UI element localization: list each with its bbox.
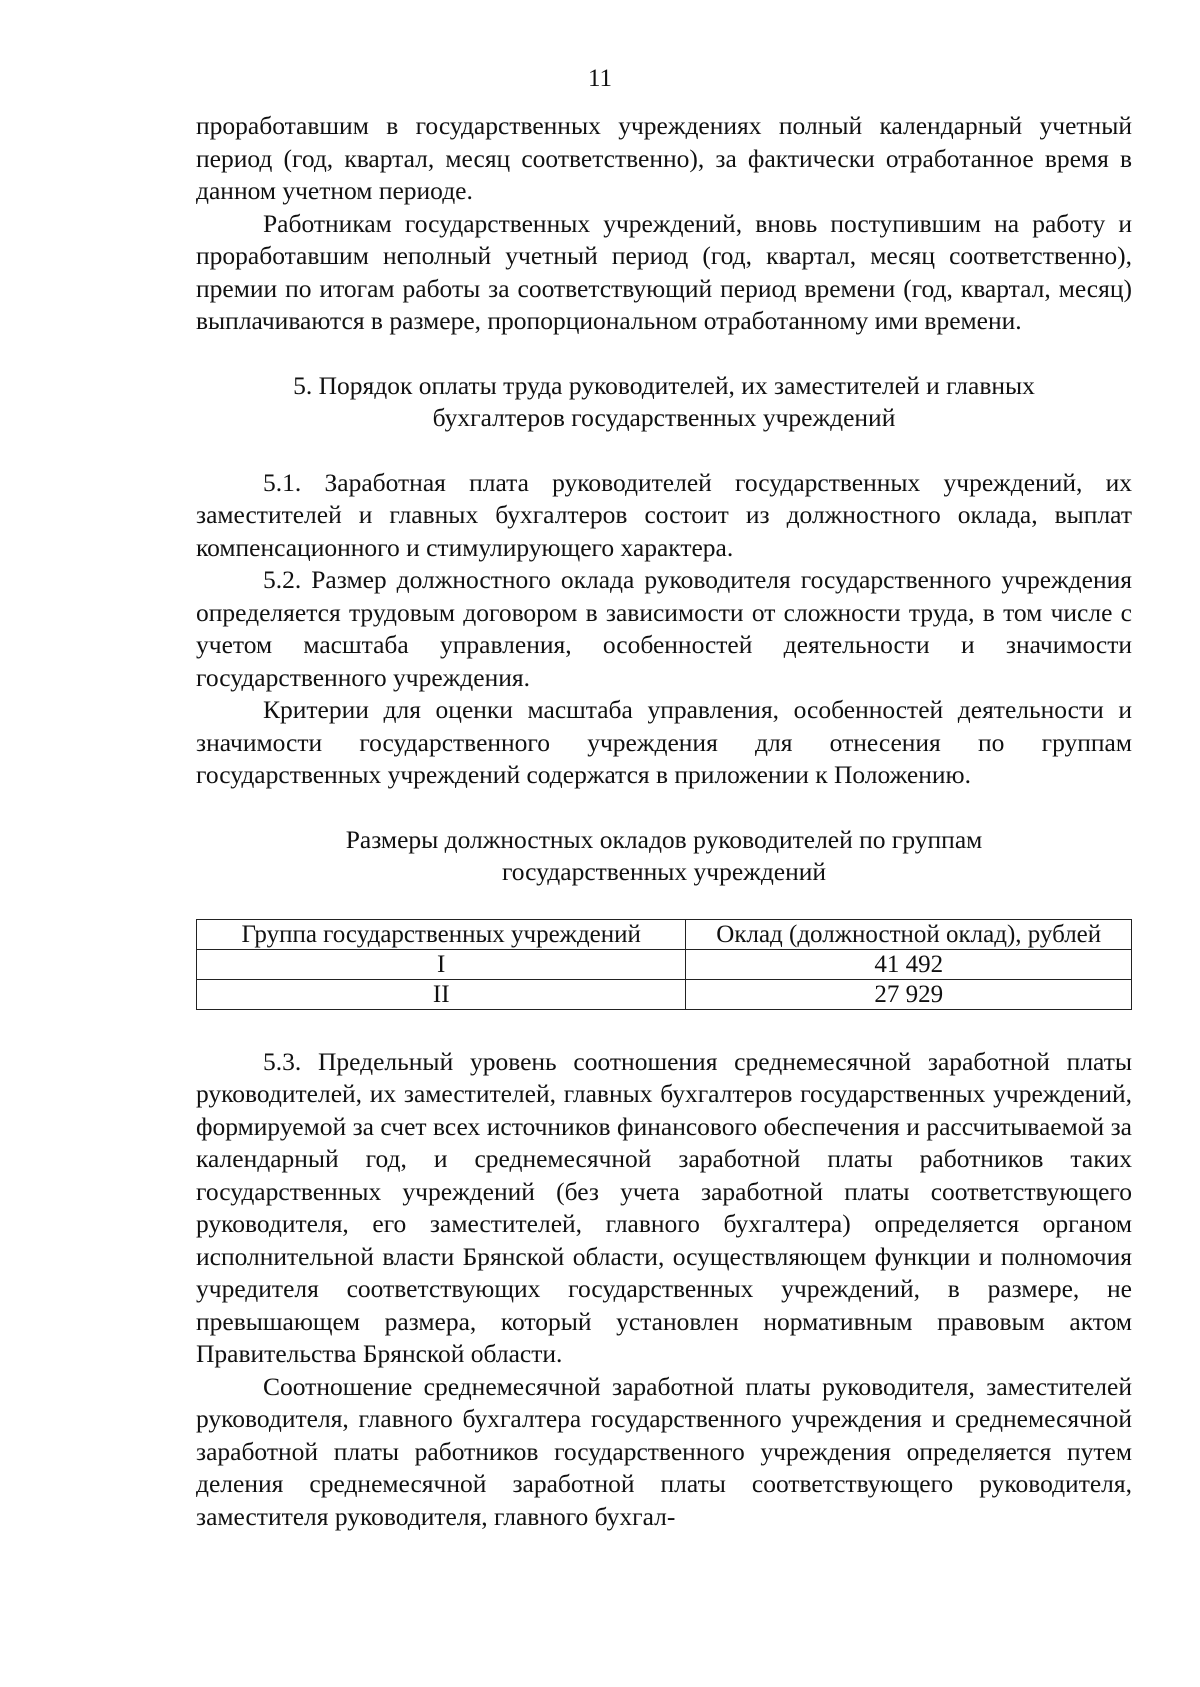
table-title-line-2: государственных учреждений: [501, 857, 827, 886]
section-5-heading: [196, 370, 1132, 435]
paragraph-5-2: 5.2. Размер должностного оклада руководителя государственного учреждения определяется трудовым договором в зависимости от сложности труда, в том числе с учетом масштаба управления, особенностей деятельности и значимости государственного учреждения.: [196, 565, 1132, 692]
spacer: [196, 792, 1132, 824]
table-header-row: [197, 919, 1132, 949]
paragraph-new-employees-bonus: Работникам государственных учреждений, вновь поступившим на работу и проработавшим неполный учетный период (год, квартал, месяц соответственно), премии по итогам работы за соответствующий период времени (год, квартал, месяц) выплачиваются в размере, пропорциональном отработанному ими времени.: [196, 208, 1132, 335]
spacer: [196, 1010, 1132, 1046]
section-heading-line-2: бухгалтеров государственных учреждений: [432, 403, 896, 432]
paragraph-continued: проработавшим в государственных учреждениях полный календарный учетный период (год, квартал, месяц соответственно), за фактически отработанное время в данном учетном периоде.: [196, 111, 1132, 205]
paragraph-ratio: Соотношение среднемесячной заработной платы руководителя, заместителей руководителя, главного бухгалтера государственного учреждения и среднемесячной заработной платы работников государственного учреждения определяется путем деления среднемесячной заработной платы соответствующего руководителя, заместителя руководителя, главного бухгал-: [196, 1371, 1132, 1531]
paragraph-criteria: Критерии для оценки масштаба управления, особенностей деятельности и значимости государственного учреждения для отнесения по группам государственных учреждений содержатся в приложении к Положению.: [196, 695, 1132, 789]
table-cell-salary: 41 492: [686, 949, 1132, 979]
salary-table-title: [196, 824, 1132, 889]
table-header-cell: Оклад (должностной оклад), рублей: [686, 919, 1132, 949]
spacer: [196, 889, 1132, 919]
table-row: [197, 979, 1132, 1009]
section-heading-line-1: 5. Порядок оплаты труда руководителей, их заместителей и главных: [293, 370, 1035, 400]
table-cell-group: I: [197, 949, 686, 979]
table-cell-group: II: [197, 979, 686, 1009]
table-header-cell: Группа государственных учреждений: [197, 919, 686, 949]
spacer: [196, 435, 1132, 467]
spacer: [196, 338, 1132, 370]
page-number: 11: [587, 65, 613, 92]
table-title-line-1: Размеры должностных окладов руководителей по группам: [345, 824, 983, 854]
table-cell-salary: 27 929: [686, 979, 1132, 1009]
salary-table: [196, 919, 1132, 1010]
paragraph-5-1: 5.1. Заработная плата руководителей государственных учреждений, их заместителей и главных бухгалтеров состоит из должностного оклада, выплат компенсационного и стимулирующего характера.: [196, 467, 1132, 562]
table-row: [197, 949, 1132, 979]
paragraph-5-3: 5.3. Предельный уровень соотношения среднемесячной заработной платы руководителей, их заместителей, главных бухгалтеров государственных учреждений, формируемой за счет всех источников финансового обеспечения и рассчитываемой за календарный год, и среднемесячной заработной платы работников таких государственных учреждений (без учета заработной платы соответствующего руководителя, его заместителей, главного бухгалтера) определяется органом исполнительной власти Брянской области, осуществляющем функции и полномочия учредителя соответствующих государственных учреждений, в размере, не превышающем размера, который установлен нормативным правовым актом Правительства Брянской области.: [196, 1046, 1132, 1368]
document-body: [196, 110, 1132, 1533]
